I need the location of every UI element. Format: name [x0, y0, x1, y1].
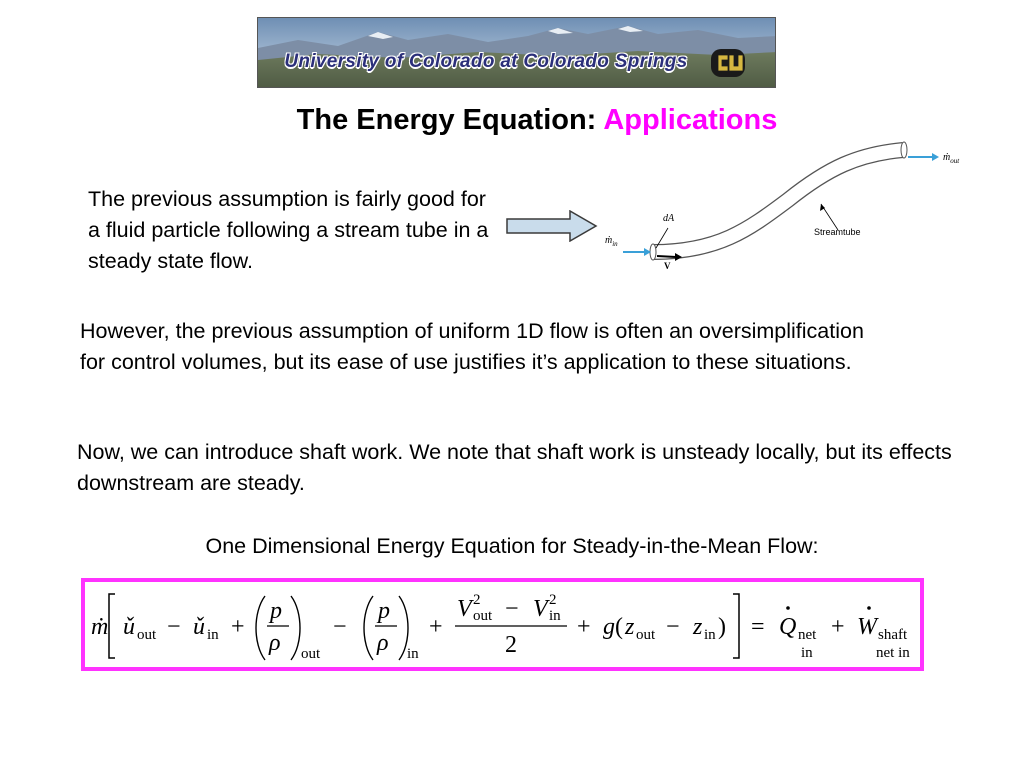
eq-two: 2: [505, 632, 517, 658]
paragraph-streamtube: The previous assumption is fairly good for a fluid particle following a stream tube in a steady state flow.: [88, 187, 489, 273]
eq-minus-4: −: [666, 614, 680, 640]
eq-W: W: [857, 614, 877, 640]
eq-out-2: out: [301, 646, 321, 662]
eq-u-in: ǔ: [193, 614, 205, 640]
m-in-label: ṁ$_{in}$: [605, 235, 618, 248]
eq-sq-1: 2: [473, 592, 481, 608]
eq-plus-3: +: [577, 614, 591, 640]
eq-plus-4: +: [831, 614, 845, 640]
dA-label: dA: [663, 213, 675, 224]
eq-equals: =: [751, 614, 765, 640]
university-banner: [257, 17, 776, 88]
eq-out-4: out: [636, 627, 656, 643]
page-title: [0, 104, 1024, 137]
eq-plus-2: +: [429, 614, 443, 640]
cu-logo-icon: [708, 43, 748, 83]
eq-minus-3: −: [505, 596, 519, 622]
eq-V-out: V: [457, 596, 472, 622]
energy-equation: [85, 582, 920, 667]
eq-in-1: in: [207, 627, 219, 643]
energy-equation-box: [81, 578, 924, 671]
eq-Q: Q: [779, 614, 797, 640]
eq-paren-close: ): [718, 614, 726, 640]
eq-net-1: net: [798, 627, 817, 643]
eq-in-3: in: [549, 608, 561, 624]
velocity-label: V: [664, 261, 671, 271]
equation-heading: One Dimensional Energy Equation for Steady-in-the-Mean Flow:: [205, 534, 819, 558]
eq-z-in: z: [693, 614, 703, 640]
eq-in-4: in: [704, 627, 716, 643]
title-main: The Energy Equation:: [296, 104, 597, 136]
eq-in-2: in: [407, 646, 419, 662]
m-out-label: ṁ$_{out}$: [943, 152, 960, 165]
eq-shaft: shaft: [878, 627, 908, 643]
eq-in-5: in: [801, 645, 813, 661]
eq-minus-2: −: [333, 614, 347, 640]
eq-mdot: ṁ: [91, 614, 109, 640]
eq-rho-2: ρ: [377, 630, 389, 656]
banner-title: University of Colorado at Colorado Springs: [284, 51, 688, 72]
eq-sq-2: 2: [549, 592, 557, 608]
eq-plus-1: +: [231, 614, 245, 640]
eq-rho-1: ρ: [269, 630, 281, 656]
streamtube-label: Streamtube: [814, 227, 861, 237]
title-accent: Applications: [603, 104, 778, 136]
eq-u-out: ǔ: [123, 614, 135, 640]
streamtube-diagram: [598, 140, 978, 280]
eq-V-in: V: [533, 596, 548, 622]
eq-p-2: p: [378, 598, 390, 624]
paragraph-uniform-flow: However, the previous assumption of uniform 1D flow is often an oversimplification for control volumes, but its ease of use justifies it’s application to these situations.: [80, 319, 864, 374]
eq-out-3: out: [473, 608, 493, 624]
paragraph-shaft-work: Now, we can introduce shaft work. We note that shaft work is unsteady locally, but its effects downstream are steady.: [77, 440, 952, 495]
eq-p-1: p: [270, 598, 282, 624]
eq-out-1: out: [137, 627, 157, 643]
eq-minus-1: −: [167, 614, 181, 640]
eq-g: g: [603, 614, 615, 640]
eq-net-in: net in: [876, 645, 910, 661]
eq-z-out: z: [625, 614, 635, 640]
right-arrow-icon: [506, 210, 598, 242]
eq-paren-open: (: [615, 614, 623, 640]
